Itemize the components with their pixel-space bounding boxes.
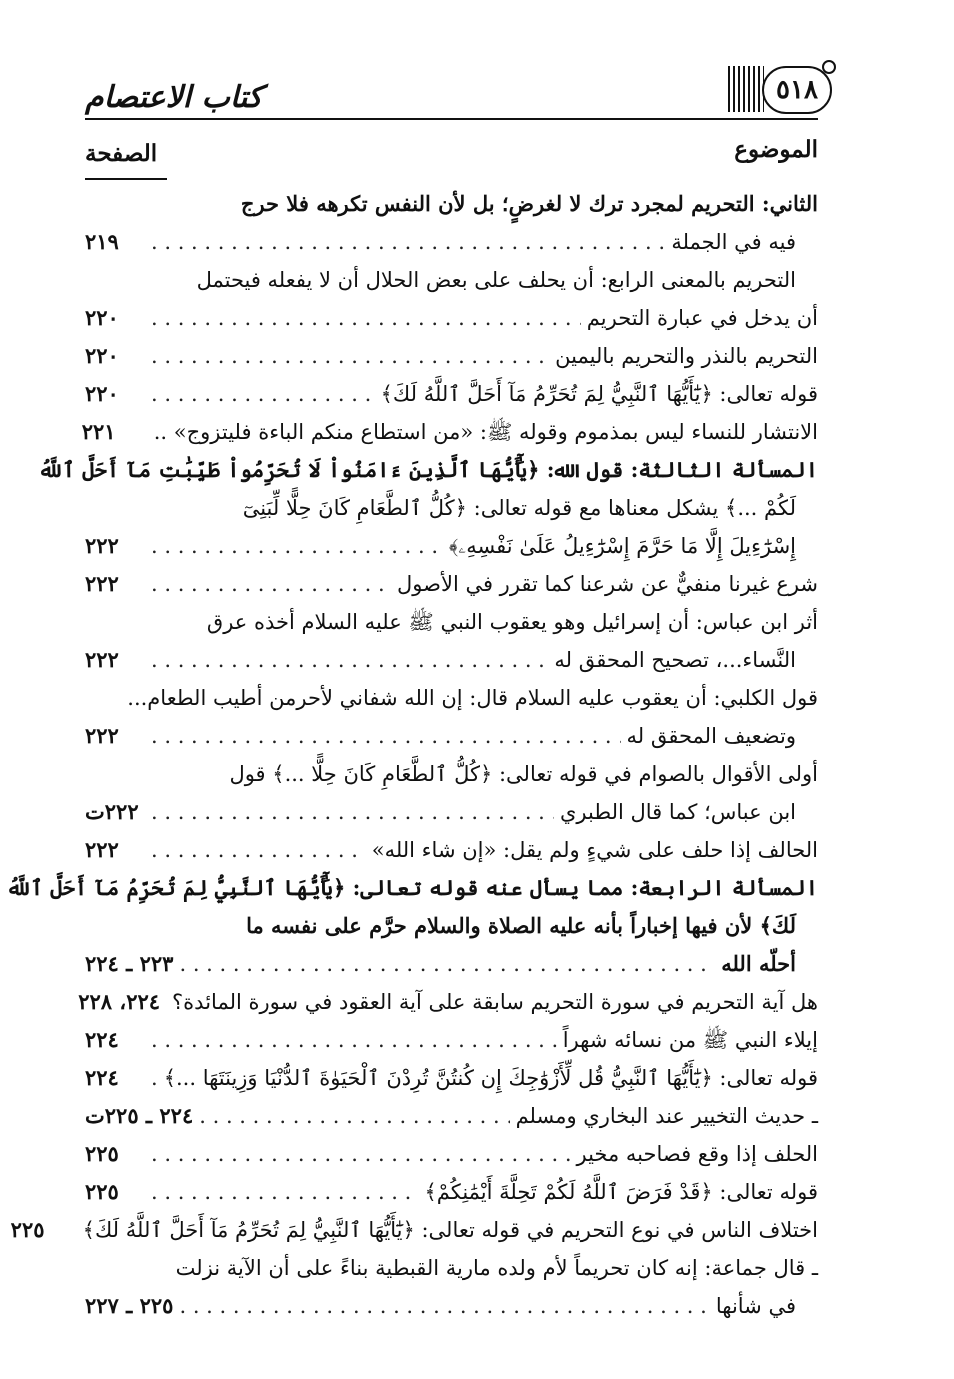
entry-page: ٢٢٢: [85, 723, 119, 748]
entry-page: ٢٢٠: [85, 343, 119, 368]
entry-page: ٢٢٤: [85, 1027, 119, 1052]
badge-stripes: [728, 66, 764, 112]
index-line: [85, 794, 796, 830]
column-header-rule: [85, 178, 167, 180]
index-line: [85, 1288, 796, 1324]
entry-page: ٢٢٥: [85, 1141, 119, 1166]
index-line: [85, 832, 818, 868]
index-line: [85, 756, 818, 792]
entry-page: ٢٢١: [81, 419, 116, 444]
column-header-page: الصفحة: [85, 140, 158, 167]
entry-text: أحلّه الله: [721, 951, 796, 976]
entry-text: وتضعيف المحقق له: [626, 724, 796, 748]
index-line: [85, 566, 818, 602]
index-line: [85, 490, 796, 526]
leader-dots: [151, 642, 548, 678]
index-line: [85, 186, 818, 222]
leader-dots: [151, 1060, 158, 1096]
book-title: كتاب الاعتصام: [85, 80, 263, 115]
entry-page: ٢٢٢: [85, 533, 119, 558]
entry-page: ٢٢٠: [85, 381, 119, 406]
entry-page: ٢٢٢: [85, 571, 119, 596]
entry-text: إِسْرَٰٓءِيلَ إِلَّا مَا حَرَّمَ إِسْرَٰٓءِيلُ عَلَىٰ نَفْسِهِۦ﴾: [448, 534, 796, 558]
index-line: [10, 1212, 818, 1248]
entry-text: شرع غيرنا منفيٌّ عن شرعنا كما تقرر في الأصول: [397, 572, 818, 596]
entry-text: إيلاء النبي ﷺ من نسائه شهراً: [562, 1028, 818, 1052]
entry-text: ـ حديث التخيير عند البخاري ومسلم: [515, 1104, 818, 1128]
index-line: [85, 908, 796, 944]
entry-text: الحلف إذا وقع فصاحبه مخير: [576, 1142, 818, 1166]
leader-dots: [151, 832, 366, 868]
entry-text: ـ قال جماعة: إنه كان تحريماً لأم ولده مارية القبطية بناءً على أن الآية نزلت: [175, 1256, 818, 1280]
index-line: [85, 224, 796, 260]
entry-text: اختلاف الناس في نوع التحريم في قوله تعالى: ﴿يَٰٓأَيُّهَا ٱلنَّبِيُّ لِمَ تُحَرِّمُ مَآ أَحَلَّ ٱللَّهُ لَكَ﴾: [82, 1218, 818, 1242]
entry-text: النَّساء...، تصحيح المحقق له: [554, 648, 796, 672]
index-line: [85, 262, 796, 298]
index-line: [6, 870, 818, 906]
index-line: [85, 528, 796, 564]
entry-text: المسألة الثالثة: قول الله: ﴿يَٰٓأَيُّهَا ٱلَّذِينَ ءَامَنُواْ لَا تُحَرِّمُواْ طَيِّبَٰتِ مَآ أَحَلَّ ٱللَّهُ: [38, 457, 818, 482]
leader-dots: [151, 1022, 557, 1058]
entry-page: ٢٢٢ت: [85, 799, 139, 824]
entry-text: في شأنها: [715, 1294, 796, 1318]
leader-dots: [151, 566, 391, 602]
entry-text: الثاني: التحريم لمجرد ترك لا لغرضٍ؛ بل لأن النفس تكرهه فلا حرج: [240, 191, 818, 216]
entry-page: ٢٢٤: [85, 1065, 119, 1090]
entry-text: لَكُمْ ...﴾ يشكل معناها مع قوله تعالى: ﴿كُلُّ ٱلطَّعَامِ كَانَ حِلًّا لِّبَنِىٓ: [242, 496, 796, 520]
entry-text: التحريم بالنذر والتحريم باليمين: [555, 344, 818, 368]
header-rule: [85, 118, 818, 120]
index-line: [85, 1060, 818, 1096]
entry-text: فيه في الجملة: [671, 230, 796, 254]
index-line: [38, 452, 818, 488]
leader-dots: [151, 338, 549, 374]
entry-text: ابن عباس؛ كما قال الطبري: [560, 800, 796, 824]
index-line: [81, 414, 818, 450]
index-line: [85, 1250, 818, 1286]
index-line: [85, 300, 818, 336]
entry-text: الانتشار للنساء ليس بمذموم وقوله ﷺ: «من استطاع منكم الباءة فليتزوج» ..: [153, 420, 818, 444]
entry-text: قوله تعالى: ﴿يَٰٓأَيُّهَا ٱلنَّبِيُّ لِمَ تُحَرِّمُ مَآ أَحَلَّ ٱللَّهُ لَكَ﴾: [380, 382, 818, 406]
index-line: [85, 1174, 818, 1210]
leader-dots: [151, 528, 443, 564]
index-line: [85, 642, 796, 678]
entry-page: ٢٢٣ ـ ٢٢٤: [85, 951, 174, 976]
index-line: [85, 718, 796, 754]
entry-text: المسألة الرابعة: مما يسأل عنه قوله تعالى: ﴿يَٰٓأَيُّهَا ٱلنَّبِيُّ لِمَ تُحَرِّمُ مَآ أَحَلَّ ٱللَّهُ: [6, 875, 818, 900]
leader-dots: [151, 224, 665, 260]
entry-page: ٢٢٠: [85, 305, 119, 330]
entry-page: ٢٢٥: [10, 1217, 45, 1242]
page-number-badge: [728, 62, 832, 122]
entry-page: ٢٢٤ ـ ٢٢٥ت: [85, 1103, 194, 1128]
entry-text: هل آية التحريم في سورة التحريم سابقة على آية العقود في سورة المائدة؟: [172, 990, 818, 1014]
entry-text: قول الكلبي: أن يعقوب عليه السلام قال: إن الله شفاني لأحرمن أطيب الطعام...: [127, 686, 818, 710]
index-line: [85, 946, 796, 982]
entry-page: ٢٢٢: [85, 647, 119, 672]
entry-text: أن يدخل في عبارة التحريم: [586, 306, 818, 330]
entry-text: لَكَ﴾ لأن فيها إخباراً بأنه عليه الصلاة والسلام حرَّم على نفسه ما: [246, 913, 796, 938]
entry-text: التحريم بالمعنى الرابع: أن يحلف على بعض الحلال أن لا يفعله فيحتمل: [196, 268, 796, 292]
leader-dots: [179, 1288, 709, 1324]
entry-page: ٢٢٢: [85, 837, 119, 862]
leader-dots: [151, 300, 581, 336]
index-line: [85, 376, 818, 412]
entry-page: ٢١٩: [85, 229, 119, 254]
entry-text: قوله تعالى: ﴿يَٰٓأَيُّهَا ٱلنَّبِيُّ قُل لِّأَزْوَٰجِكَ إِن كُنتُنَّ تُرِدْنَ ٱلْحَيَوٰةَ ٱلدُّنْيَا وَزِينَتَهَا ...﴾: [163, 1066, 818, 1090]
column-header-subject: الموضوع: [734, 136, 818, 163]
leader-dots: [151, 1136, 570, 1172]
index-line: [85, 338, 818, 374]
index-line: [85, 1022, 818, 1058]
leader-dots: [199, 1098, 509, 1134]
leader-dots: [151, 376, 375, 412]
entry-page: ٢٢٥: [85, 1179, 119, 1204]
index-line: [85, 1136, 818, 1172]
leader-dots: [179, 946, 715, 982]
entry-page: ٢٢٥ ـ ٢٢٧: [85, 1293, 174, 1318]
leader-dots: [151, 794, 554, 830]
entry-text: قوله تعالى: ﴿قَدْ فَرَضَ ٱللَّهُ لَكُمْ تَحِلَّةَ أَيْمَٰنِكُمْ﴾: [424, 1180, 818, 1204]
leader-dots: [151, 1174, 418, 1210]
entry-text: الحالف إذا حلف على شيءٍ ولم يقل: «إن شاء الله»: [371, 838, 818, 862]
index-line: [85, 680, 818, 716]
index-line: [85, 604, 818, 640]
page-number: ٥١٨: [762, 66, 832, 114]
entry-text: أولى الأقوال بالصوام في قوله تعالى: ﴿كُلُّ ٱلطَّعَامِ كَانَ حِلًّا ...﴾ قول: [229, 762, 818, 786]
leader-dots: [151, 718, 621, 754]
index-line: [85, 1098, 818, 1134]
entry-text: أثر ابن عباس: أن إسرائيل وهو يعقوب النبي ﷺ عليه السلام أخذه عرق: [206, 610, 818, 634]
entry-page: ٢٢٤، ٢٢٨: [78, 989, 161, 1014]
index-line: [78, 984, 818, 1020]
badge-ornament-icon: [822, 60, 836, 74]
